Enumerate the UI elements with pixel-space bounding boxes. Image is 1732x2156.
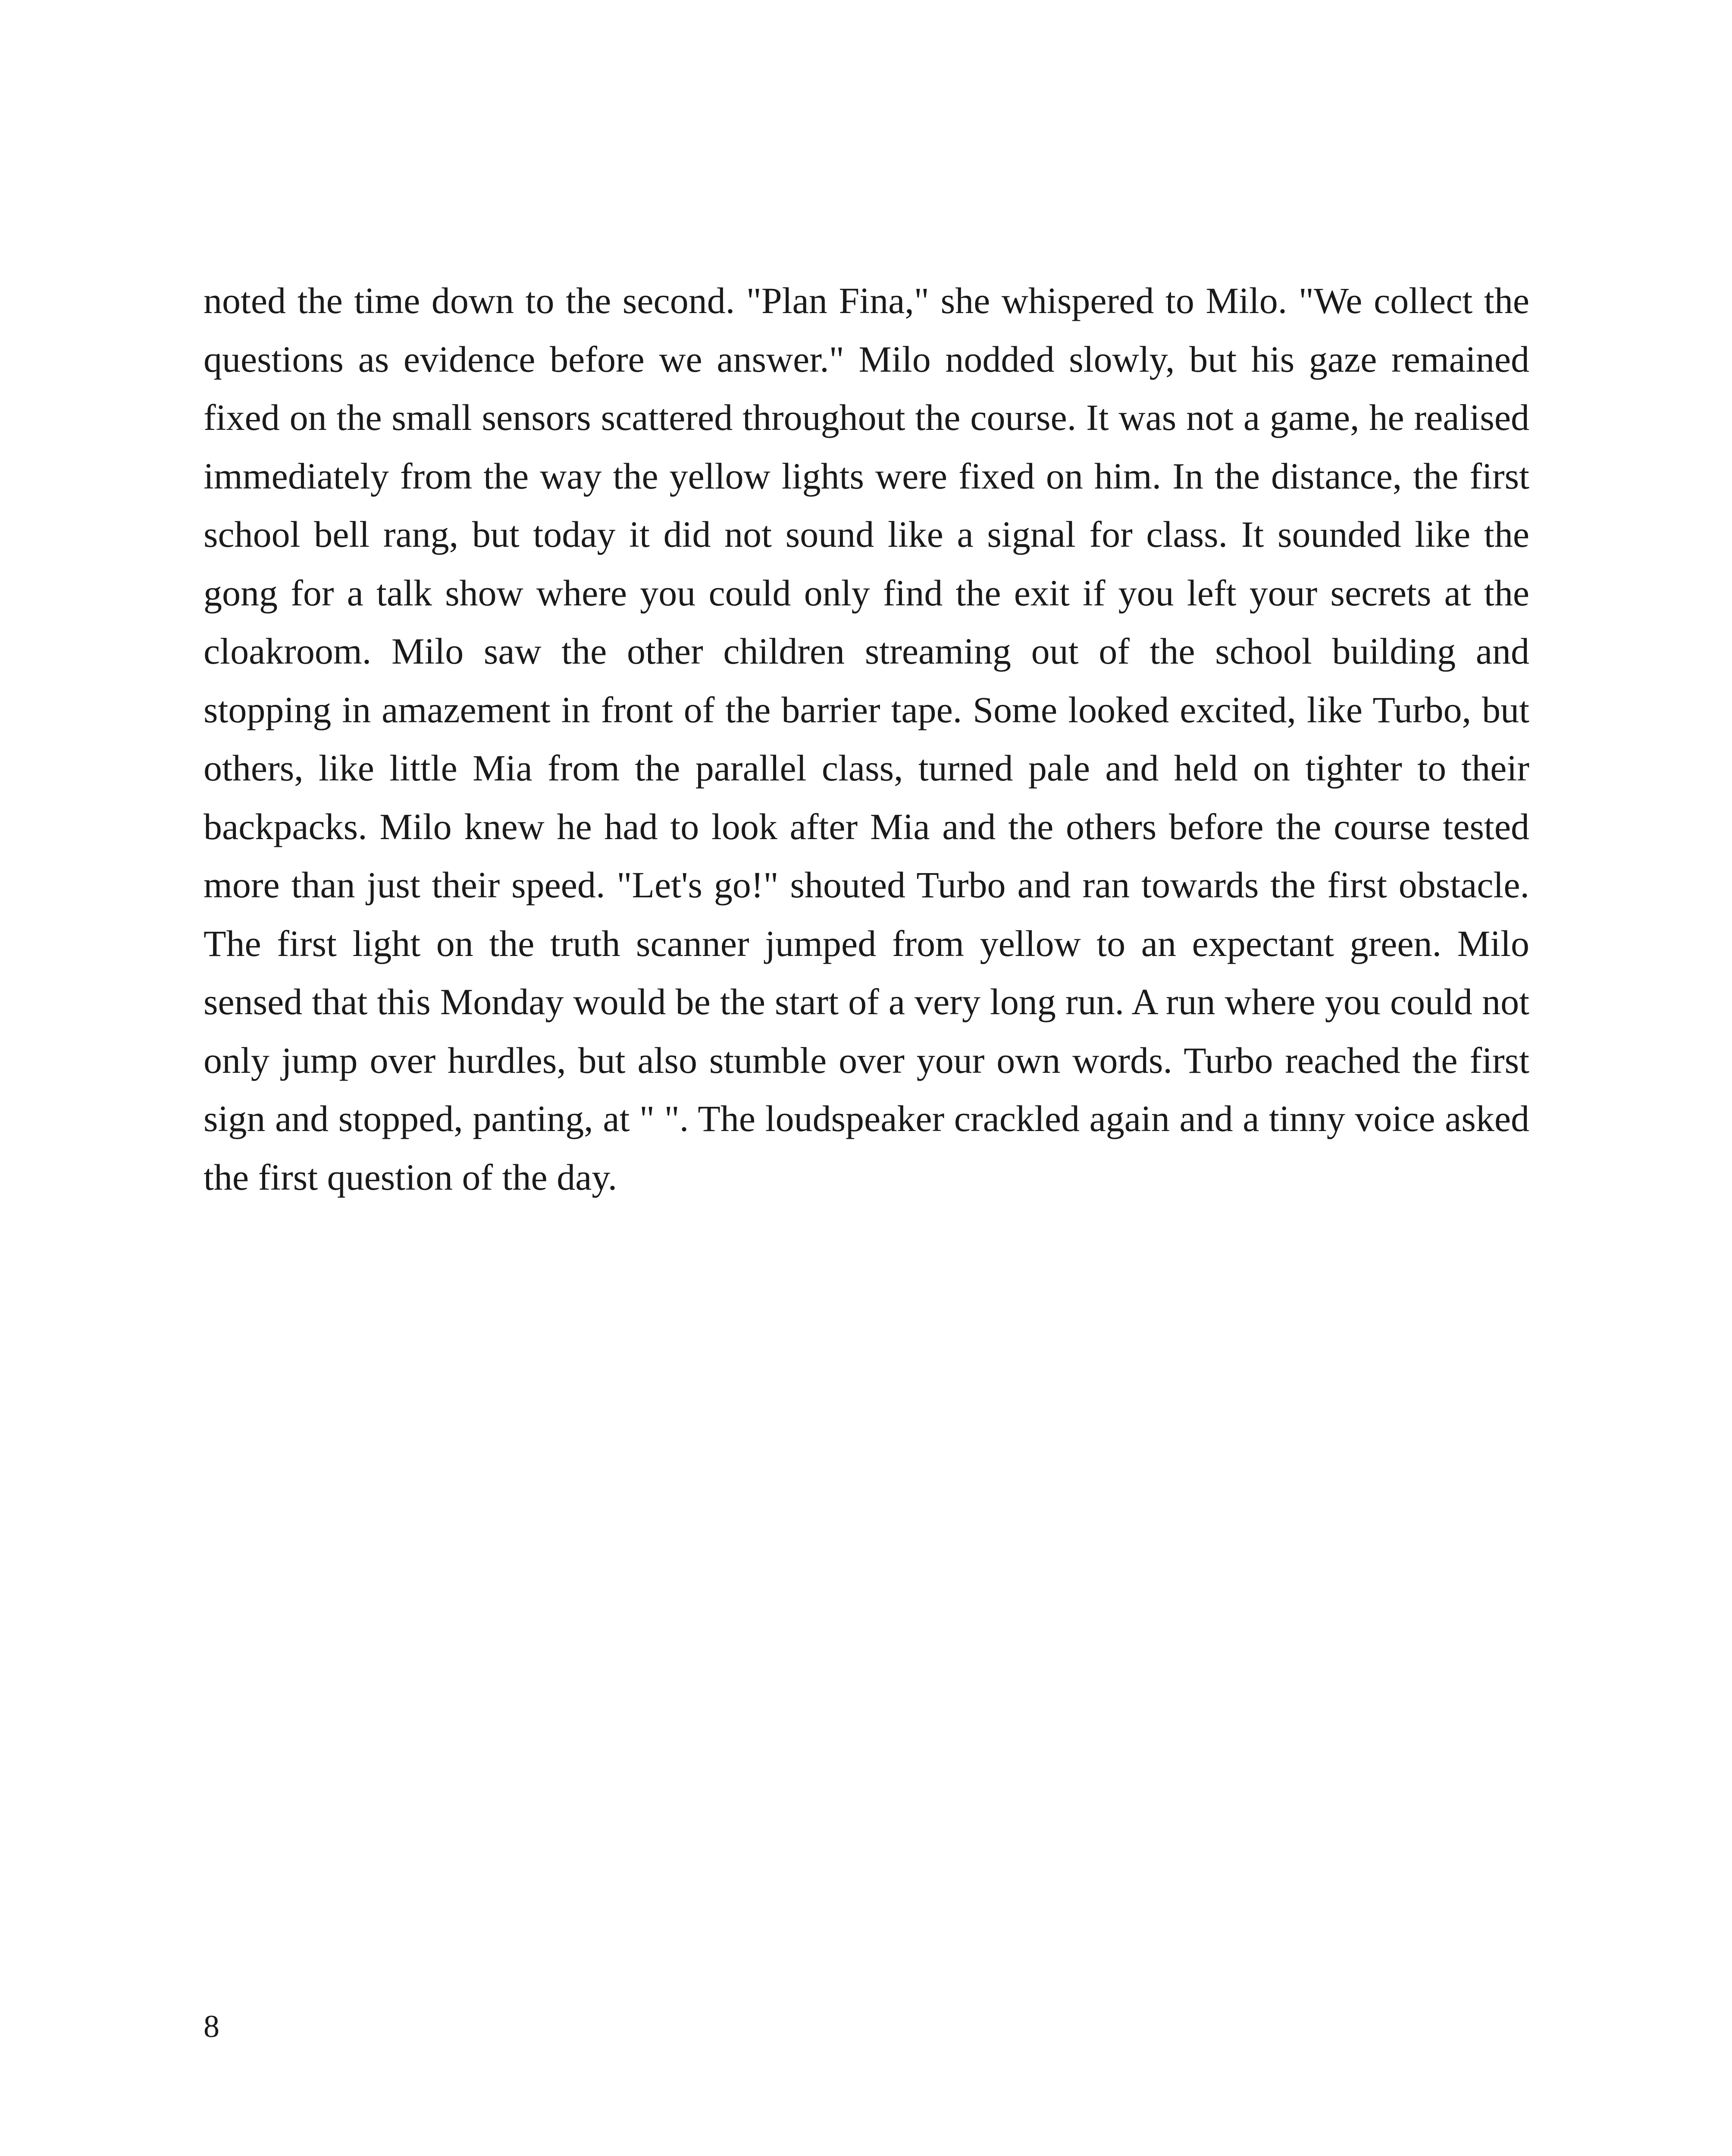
body-paragraph: noted the time down to the second. "Plan Fina," she whispered to Milo. "We collect the questions as evidence before we answer." Milo nodded slowly, but his gaze remained fixed on the small sensors scattered throughout the course. It was not a game, he realised immediately from the way the yellow lights were fixed on him. In the distance, the first school bell rang, but today it did not sound like a signal for class. It sounded like the gong for a talk show where you could only find the exit if you left your secrets at the cloakroom. Milo saw the other children streaming out of the school building and stopping in amazement in front of the barrier tape. Some looked excited, like Turbo, but others, like little Mia from the parallel class, turned pale and held on tighter to their backpacks. Milo knew he had to look after Mia and the others before the course tested more than just their speed. "Let's go!" shouted Turbo and ran towards the first obstacle. The first light on the truth scanner jumped from yellow to an expectant green. Milo sensed that this Monday would be the start of a very long run. A run where you could not only jump over hurdles, but also stumble over your own words. Turbo reached the first sign and stopped, panting, at " ". The loudspeaker crackled again and a tinny voice asked the first question of the day. [204,280,1529,1198]
page-number: 8 [204,2009,219,2044]
